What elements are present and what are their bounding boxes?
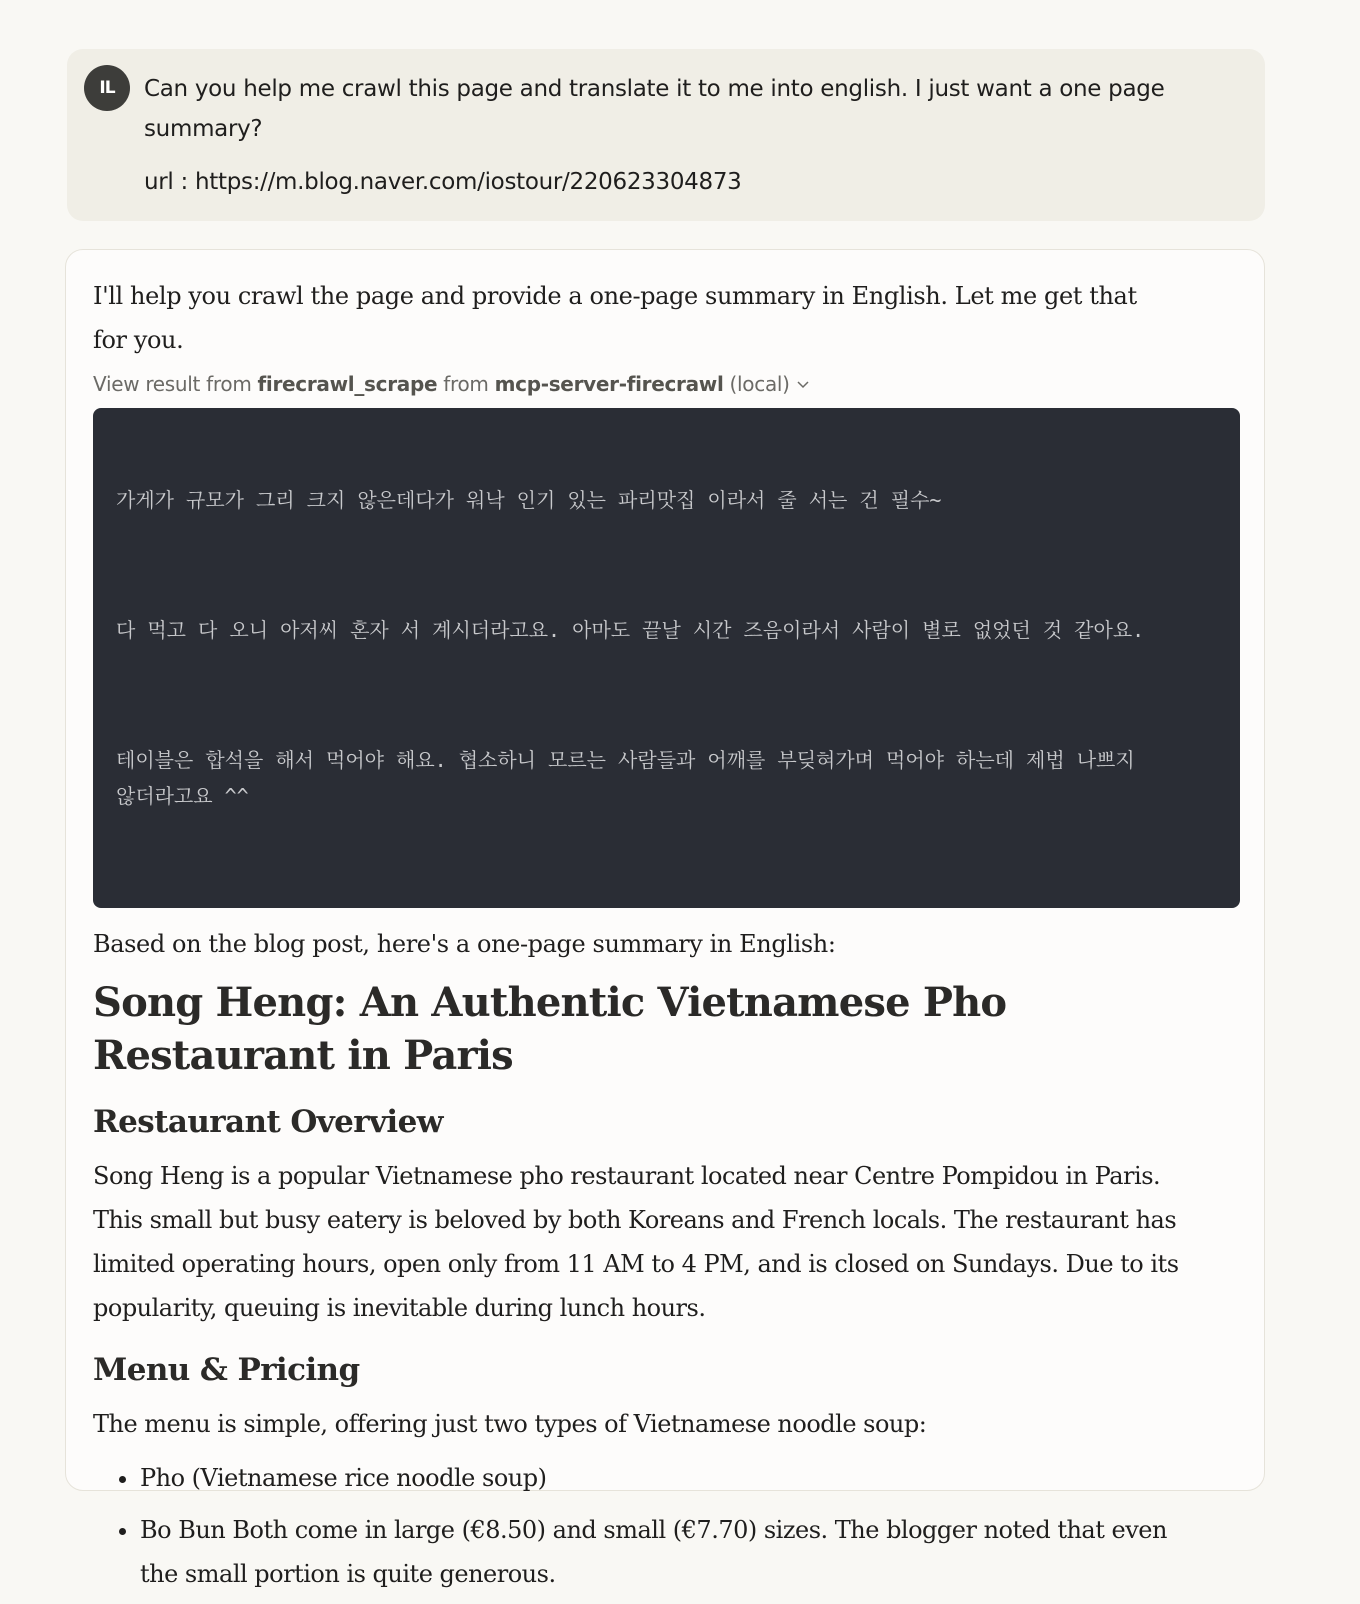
menu-list xyxy=(93,1456,1193,1596)
avatar: IL xyxy=(84,65,130,111)
summary-lead: Based on the blog post, here's a one-page summary in English: xyxy=(93,930,836,958)
tool-name: firecrawl_scrape xyxy=(257,372,438,396)
section-paragraph: The menu is simple, offering just two types of Vietnamese noodle soup: xyxy=(93,1410,927,1438)
user-message-body: Can you help me crawl this page and translate it to me into english. I just want a one page summary? xyxy=(144,76,1165,142)
section-heading: Restaurant Overview xyxy=(93,1104,443,1140)
user-message-text xyxy=(144,69,1224,202)
list-item: • Pho (Vietnamese rice noodle soup) xyxy=(140,1456,1193,1500)
section-heading: Menu & Pricing xyxy=(93,1352,360,1388)
tool-result-prefix: View result from xyxy=(93,372,252,396)
user-message-url: url : https://m.blog.naver.com/iostour/220623304873 xyxy=(144,169,742,195)
code-line: 가게가 규모가 그리 크지 않은데다가 워낙 인기 있는 파리맛집 이라서 줄 서는 건 필수~ xyxy=(116,488,942,512)
tool-from: from xyxy=(443,372,489,396)
server-name: mcp-server-firecrawl xyxy=(494,372,724,396)
tool-result-toggle[interactable] xyxy=(93,372,1193,396)
code-line: 테이블은 합석을 해서 먹어야 해요. 협소하니 모르는 사람들과 어깨를 부딪혀가며 먹어야 하는데 제법 나쁘지 않더라고요 ^^ xyxy=(116,748,1147,808)
code-line: 다 먹고 다 오니 아저씨 혼자 서 계시더라고요. 아마도 끝날 시간 즈음이라서 사람이 별로 없었던 것 같아요. xyxy=(116,618,1145,642)
assistant-message xyxy=(65,249,1265,1588)
chevron-down-icon xyxy=(796,377,810,391)
user-message xyxy=(67,49,1265,221)
tool-result-code-block xyxy=(93,408,1240,908)
summary-title: Song Heng: An Authentic Vietnamese Pho Restaurant in Paris xyxy=(93,979,1007,1079)
list-item: • Bo Bun Both come in large (€8.50) and small (€7.70) sizes. The blogger noted that even the small portion is quite generous. xyxy=(140,1508,1193,1596)
section-paragraph: Song Heng is a popular Vietnamese pho restaurant located near Centre Pompidou in Paris. This small but busy eatery is beloved by both Koreans and French locals. The restaurant has limited operating hours, open only from 11 AM to 4 PM, and is closed on Sundays. Due to its popularity, queuing is inevitable during lunch hours. xyxy=(93,1162,1179,1322)
server-location: (local) xyxy=(729,372,790,396)
assistant-intro: I'll help you crawl the page and provide a one-page summary in English. Let me get that for you. xyxy=(93,282,1137,354)
